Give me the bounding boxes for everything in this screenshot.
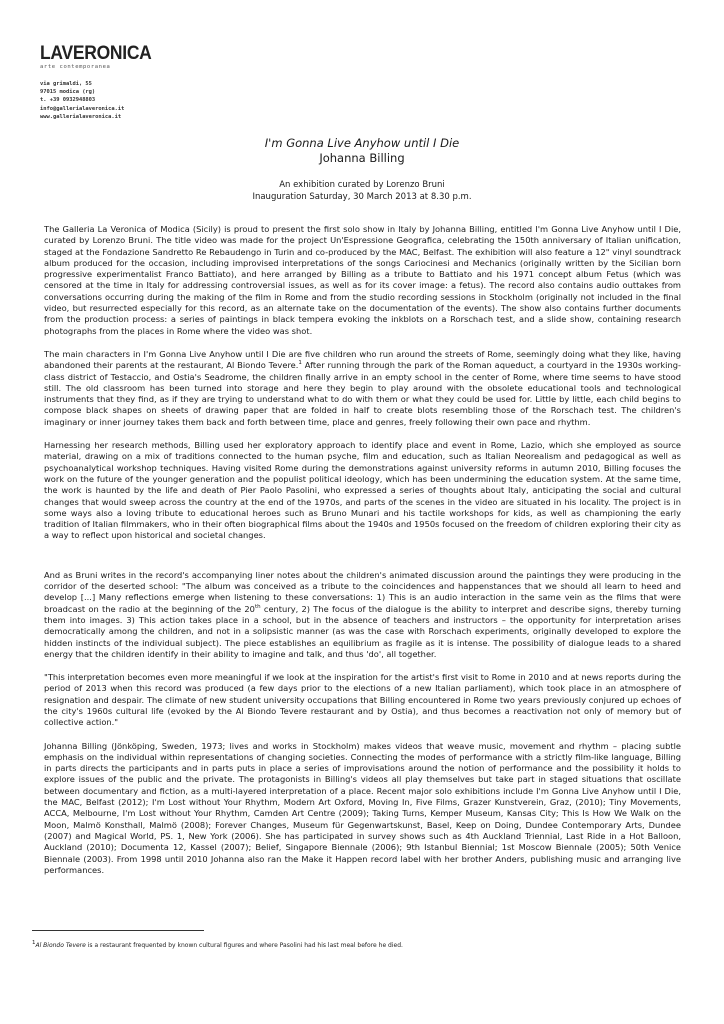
exhibition-title: I'm Gonna Live Anyhow until I Die — [264, 136, 460, 150]
footnote — [32, 942, 403, 949]
paragraph-intro: The Galleria La Veronica of Modica (Sicily) is proud to present the first solo show in Italy by Johanna Billing, entitled I'm Gonna Live Anyhow until I Die, curated by Lorenzo Bruni. The title video was made for the project Un'Espressione Geografica, celebrating the 150th anniversary of Italian unification, staged at the Fondazione Sandretto Re Rebaudengo in Turin and co-produced by the MAC, Belfast. The exhibition will also feature a 12" vinyl soundtrack album produced for the occasion, including improvised interpretations of the songs Cariocinesi and Mechanics (originally written by the Sicilian born progressive experimentalist Franco Battiato), and here arranged by Billing as a tribute to Battiato and his 1971 concept album Fetus (which was censored at the time in Italy for addressing controversial issues, as well as for its cover image: a fetus). The record also contains audio outtakes from conversations occurring during the making of the film in Rome and from the studio recording sessions in Stockholm (originally not included in the final video, but resurrected especially for this record, as an alternate take on the documentation of the events). The show also contains further documents from the production process: a series of paintings in black tempera evoking the inkblots on a Rorschach test, and a slide show, containing research photographs from the places in Rome where the video was shot. — [44, 224, 681, 336]
footnote-text: is a restaurant frequented by known cultural figures and where Pasolini had his last meal before he died. — [85, 942, 403, 949]
paragraph-biography: Johanna Billing (Jönköping, Sweden, 1973; lives and works in Stockholm) makes videos that weave music, movement and rhythm – placing subtle emphasis on the individual within representations of changing societies. Connecting the modes of performance with a strictly film-like language, Billing in parts directs the participants and in parts puts in place a series of improvisations around the notion of performance and the possibility it holds to explore issues of the public and the private. The protagonists in Billing's videos all play themselves but take part in staged situations that oscillate between documentary and fiction, as a multi-layered interpretation of a place. Recent major solo exhibitions include I'm Gonna Live Anyhow until I Die, the MAC, Belfast (2012); I'm Lost without Your Rhythm, Modern Art Oxford, Moving In, Five Films, Grazer Kunstverein, Graz, (2010); Tiny Movements, ACCA, Melbourne, I'm Lost without Your Rhythm, Camden Art Centre (2009); Taking Turns, Kemper Museum, Kansas City; This Is How We Walk on the Moon, Malmö Konsthall, Malmö (2008); Forever Changes, Museum für Gegenwartskunst, Basel, Keep on Doing, Dundee Contemporary Arts, Dundee (2007) and Magical World, PS. 1, New York (2006). She has participated in survey shows such as 4th Auckland Triennial, Last Ride in a Hot Balloon, Auckland (2010); Documenta 12, Kassel (2007); Belief, Singapore Biennale (2006); 9th Istanbul Biennial; 1st Moscow Biennale (2005); 50th Venice Biennale (2003). From 1998 until 2010 Johanna also ran the Make it Happen record label with her brother Anders, publishing music and arranging live performances. — [44, 740, 681, 875]
paragraph-liner-notes-b: century, 2) The focus of the dialogue is the ability to interpret and describe signs, thereby turning them into images. 3) This action takes place in a school, but in the absence of teachers and instructors – the opportunity for interpretation arises democratically among the children, and not in a solipsistic manner (as was the case with Rorschach experiments, originally developed to explore the hidden instincts of the individual subject). The piece establishes an equilibrium as fragile as it is intense. The possibility of dialogue leads to a shared energy that the children identify in their ability to imagine and talk, and thus 'do', all together. — [44, 603, 681, 659]
paragraph-liner-notes — [44, 570, 681, 660]
artist-name: Johanna Billing — [319, 151, 405, 165]
paragraph-characters-b: After running through the park of the Roman aqueduct, a courtyard in the 1930s working-class district of Testaccio, and Ostia's Seadrome, the children finally arrive in an empty school in the center of Rome, where time seems to have stood still. The old classroom has been turned into storage and here they begin to play around with the obsolete educational tools and technological instruments that they find, as if they are trying to understand what to do with them or what they could be used for. Little by little, each child begins to compose black shapes on sheets of drawing paper that are folded in half to create blots resembling those of the Rorschach test. The children's imaginary or inner journey takes them back and forth between time, place and genres, freely following their own pace and rhythm. — [44, 360, 681, 427]
footnote-divider — [32, 930, 204, 931]
paragraph-quote: "This interpretation becomes even more meaningful if we look at the inspiration for the artist's first visit to Rome in 2010 and at news reports during the period of 2013 when this record was produced (a few days prior to the elections of a new Italian parliament), which took place in an atmosphere of resignation and despair. The climate of new student university occupations that Billing encountered in Rome two years previously conjured up echoes of the city's 1960s cultural life (evoked by the Al Biondo Tevere restaurant and by Ostia), and thus becomes a reactivation not only of memory but of collective action." — [44, 672, 681, 728]
inauguration-line: Inauguration Saturday, 30 March 2013 at 8.30 p.m. — [252, 192, 472, 202]
footnote-ref: 1 — [298, 360, 302, 367]
curator-info — [0, 179, 724, 203]
press-release-body — [44, 224, 681, 888]
gallery-logo: LAVERONICA — [40, 43, 152, 64]
paragraph-characters — [44, 349, 681, 428]
footnote-number: 1 — [32, 940, 36, 946]
address-city: 97015 modica (rg) — [40, 89, 96, 96]
letterhead — [40, 44, 180, 121]
phone: t. +39 0932948803 — [40, 97, 96, 104]
address-street: via grimaldi, 55 — [40, 81, 92, 87]
paragraph-research: Harnessing her research methods, Billing used her exploratory approach to identify place and event in Rome, Lazio, which she employed as source material, drawing on a mix of traditions connected to the human psyche, film and education, such as Italian Neorealism and pedagogical as well as psychoanalytical workshop techniques. Having visited Rome during the demonstrations against university reforms in autumn 2010, Billing focuses the work on the future of the younger generation and the populist political ideology, which has been undermining the education system. At the same time, the work is haunted by the life and death of Pier Paolo Pasolini, who expressed a series of thoughts about Italy, anticipating the social and cultural changes that would sweep across the country at the end of the 1970s, and parts of the scenes in the video are situated in his locality. The project is in some ways also a loving tribute to educational heroes such as Bruno Munari and his tactile workshops for kids, as well as championing the early tradition of Italian filmmakers, who in their often biographical films about the 1940s and 1950s focused on the freedom of children exploring their city as a way to reflect upon historical and societal changes. — [44, 440, 681, 541]
email: info@gallerialaveronica.it — [40, 105, 125, 112]
footnote-title: Al Biondo Tevere — [35, 942, 86, 949]
gallery-logo-subtitle: arte contemporanea — [40, 64, 111, 70]
title-block — [0, 136, 724, 203]
paragraph-liner-notes-a: And as Bruni writes in the record's accompanying liner notes about the children's animated discussion around the paintings they were producing in the corridor of the deserted school: "The album was conceived as a tribute to the coincidences and happenstances that we should all learn to heed and develop [...] Many reflections emerge when listening to these conversations: 1) This is an audio interaction in the same vein as the films that were broadcast on the radio at the beginning of the 20 — [44, 569, 681, 614]
superscript-th: th — [254, 603, 261, 610]
website: www.gallerialaveronica.it — [40, 113, 122, 120]
curated-line: An exhibition curated by Lorenzo Bruni — [279, 180, 445, 190]
contact-block — [40, 80, 180, 121]
paragraph-characters-a: The main characters in I'm Gonna Live Anyhow until I Die are five children who run around the streets of Rome, seemingly doing what they like, having abandoned their parents at the restaurant, Al Biondo Tevere. — [44, 348, 681, 371]
